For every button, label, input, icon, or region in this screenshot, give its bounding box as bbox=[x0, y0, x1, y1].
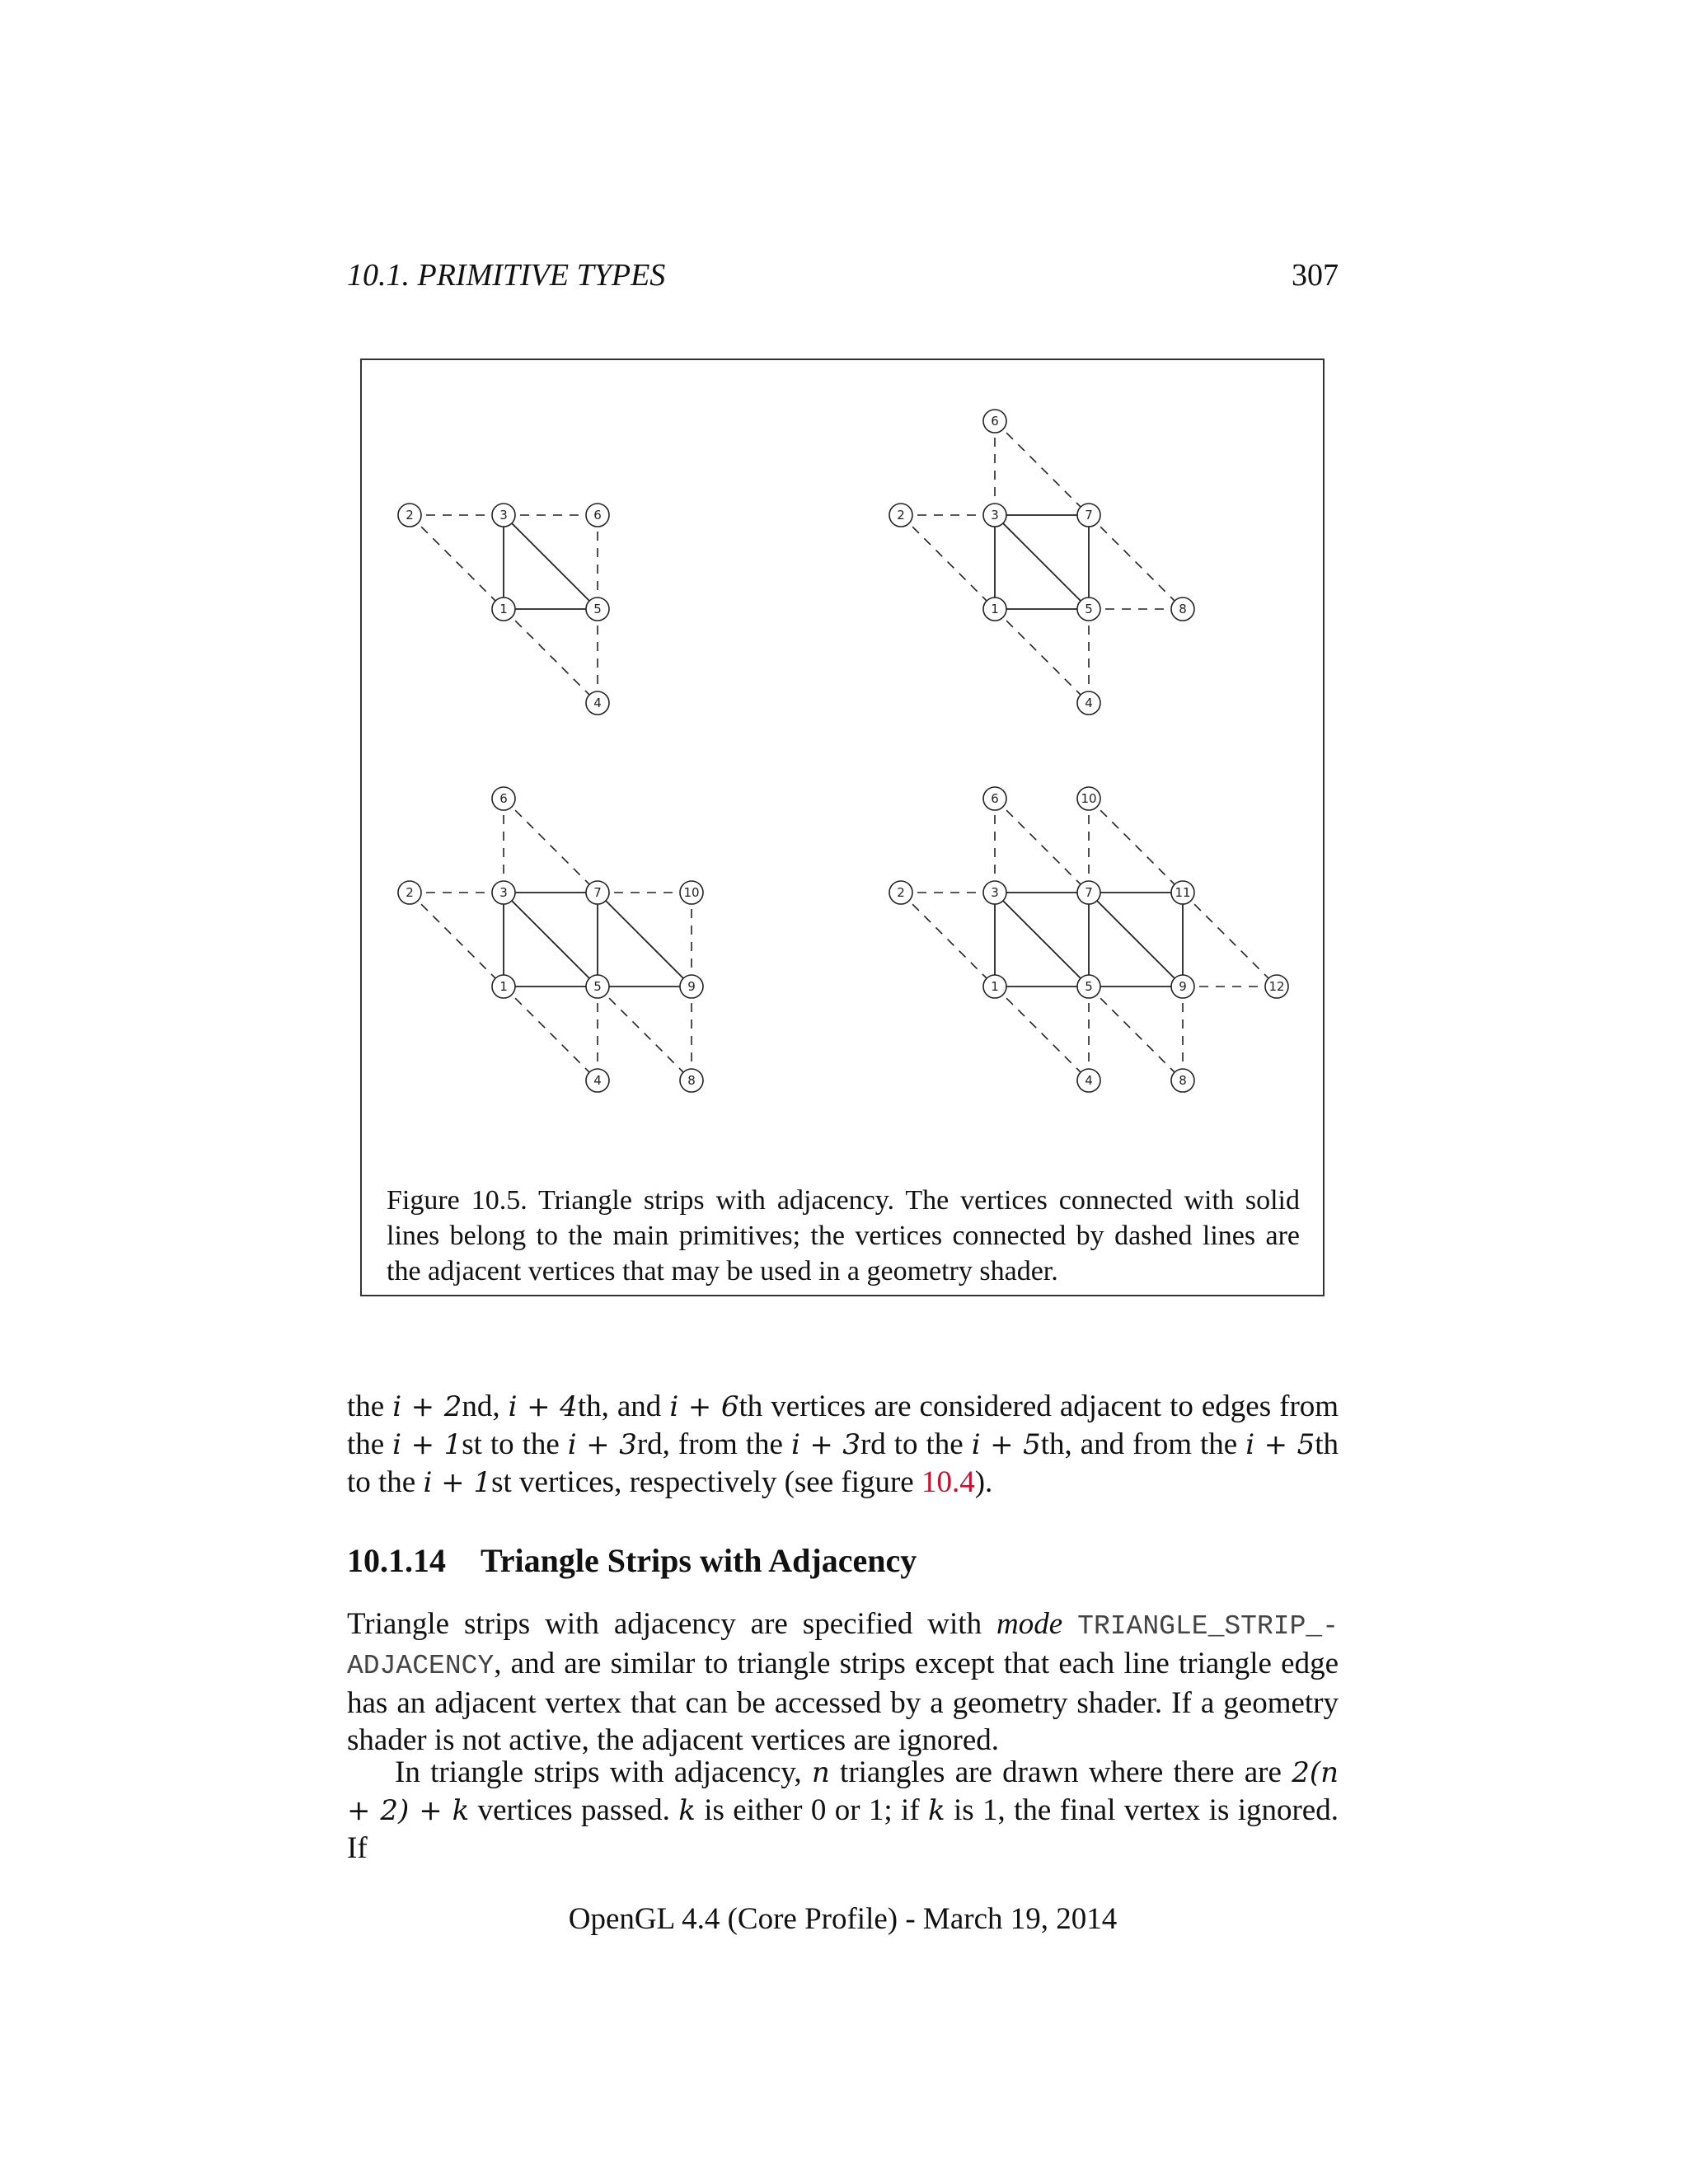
vertex-label-8: 8 bbox=[687, 1073, 696, 1088]
vertex-label-3: 3 bbox=[991, 885, 999, 900]
vertex-label-3: 3 bbox=[499, 885, 508, 900]
dashed-edge-2-1 bbox=[410, 515, 504, 609]
vertex-label-5: 5 bbox=[1085, 979, 1093, 994]
vertex-label-9: 9 bbox=[1179, 979, 1187, 994]
vertex-label-11: 11 bbox=[1175, 885, 1191, 900]
running-head bbox=[347, 257, 1339, 298]
vertex-label-6: 6 bbox=[593, 508, 602, 523]
math: 2(n + 2) + k bbox=[347, 1756, 1339, 1827]
figure-10-5 bbox=[360, 359, 1325, 1296]
text: the bbox=[347, 1390, 393, 1423]
math: n bbox=[811, 1756, 830, 1789]
vertex-label-5: 5 bbox=[593, 602, 602, 616]
vertex-label-2: 2 bbox=[897, 508, 905, 523]
dashed-edge-6-7 bbox=[995, 799, 1089, 893]
vertex-label-2: 2 bbox=[406, 885, 414, 900]
text: ). bbox=[974, 1465, 993, 1499]
vertex-label-6: 6 bbox=[499, 791, 508, 806]
text: is 1, the final vertex is ignored. If bbox=[347, 1793, 1339, 1865]
dashed-edge-2-1 bbox=[901, 515, 995, 609]
dashed-edge-11-12 bbox=[1183, 893, 1277, 987]
vertex-label-1: 1 bbox=[991, 979, 999, 994]
diagram-one-triangle bbox=[398, 504, 609, 715]
math: k bbox=[928, 1794, 945, 1827]
page-number: 307 bbox=[1292, 258, 1339, 293]
vertex-label-10: 10 bbox=[1081, 791, 1097, 806]
mode-word: mode bbox=[996, 1607, 1063, 1641]
solid-edge-7-9 bbox=[1089, 893, 1183, 987]
paragraph-specification bbox=[347, 1605, 1339, 1759]
section-number: 10.1.14 bbox=[347, 1542, 446, 1579]
dashed-edge-7-8 bbox=[1089, 515, 1183, 609]
solid-edge-3-5 bbox=[504, 893, 598, 987]
vertex-label-1: 1 bbox=[499, 602, 508, 616]
section-title: Triangle Strips with Adjacency bbox=[481, 1542, 917, 1579]
page-footer: OpenGL 4.4 (Core Profile) - March 19, 2014 bbox=[568, 1902, 1118, 1936]
vertex-label-12: 12 bbox=[1268, 979, 1285, 994]
math: i + 4 bbox=[508, 1390, 578, 1423]
text: Triangle strips with adjacency are specified with bbox=[347, 1607, 997, 1641]
math: i + 5 bbox=[971, 1428, 1041, 1461]
dashed-edge-1-4 bbox=[504, 987, 598, 1080]
vertex-label-7: 7 bbox=[1085, 508, 1093, 523]
text: nd, bbox=[462, 1390, 509, 1423]
text: , and are similar to triangle strips except that each line triangle edge has an adjacent vertex that can be accessed by a geometry shader. If a geometry shader is not active, the adjacent vertices are ignored. bbox=[347, 1647, 1339, 1757]
math: i + 2 bbox=[392, 1390, 462, 1423]
dashed-edge-1-4 bbox=[995, 987, 1089, 1080]
text: triangles are drawn where there are bbox=[829, 1755, 1292, 1789]
solid-edge-7-9 bbox=[598, 893, 692, 987]
diagram-two-triangles bbox=[889, 410, 1194, 715]
dashed-edge-6-7 bbox=[995, 421, 1089, 515]
math: i + 1 bbox=[423, 1466, 492, 1499]
dashed-edge-5-8 bbox=[598, 987, 692, 1080]
solid-edge-3-5 bbox=[995, 893, 1089, 987]
vertex-label-8: 8 bbox=[1179, 1073, 1187, 1088]
math: i + 1 bbox=[392, 1428, 462, 1461]
dashed-edge-2-1 bbox=[410, 893, 504, 987]
vertex-label-4: 4 bbox=[593, 1073, 602, 1088]
solid-edge-3-5 bbox=[995, 515, 1089, 609]
text: st vertices, respectively (see figure bbox=[491, 1465, 921, 1499]
text: th, and from the bbox=[1040, 1427, 1246, 1461]
vertex-label-10: 10 bbox=[683, 885, 700, 900]
text: th to the bbox=[347, 1427, 1339, 1499]
vertex-label-1: 1 bbox=[499, 979, 508, 994]
text: is either 0 or 1; if bbox=[695, 1793, 929, 1827]
running-title: 10.1. PRIMITIVE TYPES bbox=[347, 258, 666, 293]
token-name: TRIANGLE_STRIP_-ADJACENCY bbox=[347, 1611, 1339, 1681]
vertex-label-5: 5 bbox=[1085, 602, 1093, 616]
dashed-edge-2-1 bbox=[901, 893, 995, 987]
math: i + 5 bbox=[1245, 1428, 1315, 1461]
vertex-label-6: 6 bbox=[991, 791, 999, 806]
dashed-edge-5-8 bbox=[1089, 987, 1183, 1080]
text: th, and bbox=[577, 1390, 670, 1423]
math: i + 6 bbox=[669, 1390, 739, 1423]
dashed-edge-1-4 bbox=[995, 609, 1089, 703]
vertex-label-6: 6 bbox=[991, 414, 999, 429]
diagram-four-triangles bbox=[889, 787, 1288, 1092]
paragraph-vertex-count bbox=[347, 1754, 1339, 1867]
dashed-edge-1-4 bbox=[504, 609, 598, 703]
figure-diagrams bbox=[362, 360, 1326, 1298]
text: In triangle strips with adjacency, bbox=[395, 1755, 812, 1789]
vertex-label-4: 4 bbox=[593, 696, 602, 710]
diagram-three-triangles bbox=[398, 787, 703, 1092]
text: th vertices are considered adjacent to edges from the bbox=[347, 1390, 1339, 1461]
solid-edge-3-5 bbox=[504, 515, 598, 609]
text: rd to the bbox=[860, 1427, 972, 1461]
text: rd, from the bbox=[636, 1427, 791, 1461]
math: i + 3 bbox=[567, 1428, 637, 1461]
vertex-label-1: 1 bbox=[991, 602, 999, 616]
figure-reference-link[interactable]: 10.4 bbox=[921, 1465, 975, 1499]
vertex-label-9: 9 bbox=[687, 979, 696, 994]
text: st to the bbox=[462, 1427, 568, 1461]
paragraph-adjacency-edges bbox=[347, 1388, 1339, 1502]
math: i + 3 bbox=[790, 1428, 860, 1461]
vertex-label-8: 8 bbox=[1179, 602, 1187, 616]
vertex-label-7: 7 bbox=[593, 885, 602, 900]
section-heading bbox=[347, 1541, 1339, 1580]
dashed-edge-10-11 bbox=[1089, 799, 1183, 893]
math: k bbox=[678, 1794, 696, 1827]
vertex-label-4: 4 bbox=[1085, 1073, 1093, 1088]
text: vertices passed. bbox=[469, 1793, 679, 1827]
vertex-label-4: 4 bbox=[1085, 696, 1093, 710]
vertex-label-3: 3 bbox=[991, 508, 999, 523]
vertex-label-2: 2 bbox=[897, 885, 905, 900]
dashed-edge-6-7 bbox=[504, 799, 598, 893]
vertex-label-3: 3 bbox=[499, 508, 508, 523]
figure-caption: Figure 10.5. Triangle strips with adjacency. The vertices connected with solid lines belong to the main primitives; the vertices connected by dashed lines are the adjacent vertices that may be used in a geometry shader. bbox=[387, 1185, 1300, 1286]
vertex-label-2: 2 bbox=[406, 508, 414, 523]
vertex-label-7: 7 bbox=[1085, 885, 1093, 900]
vertex-label-5: 5 bbox=[593, 979, 602, 994]
